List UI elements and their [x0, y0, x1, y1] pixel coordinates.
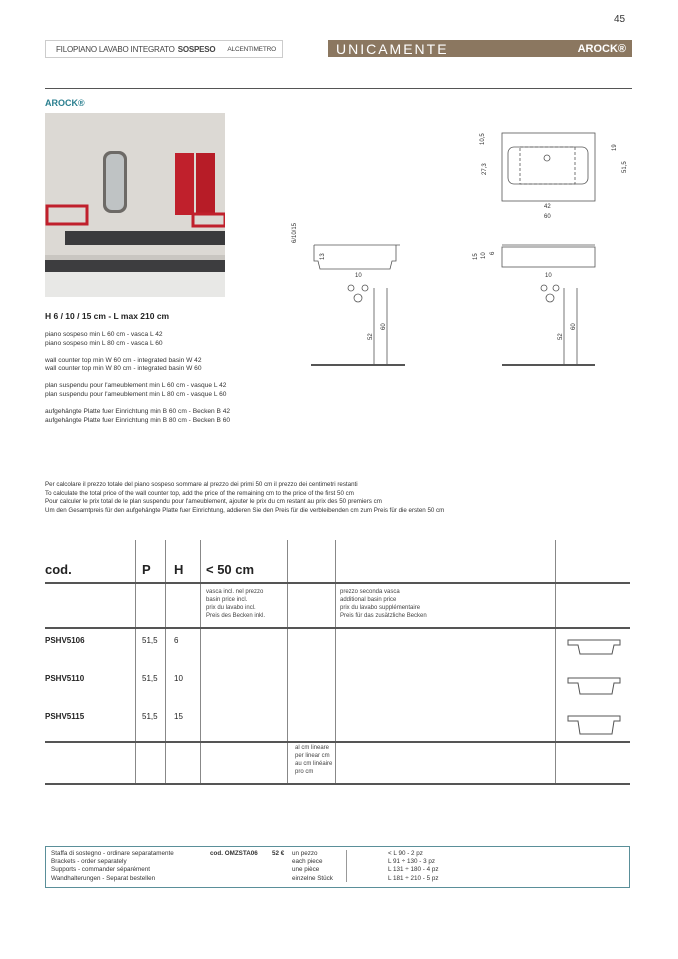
- dim-label: 27,3: [482, 163, 488, 175]
- brand-logo: AROCK®: [577, 42, 626, 55]
- note-line: al cm lineare: [295, 745, 330, 751]
- header-lt50: < 50 cm: [206, 562, 255, 577]
- dim-label: 42: [544, 204, 551, 210]
- category-subtitle: ALCENTIMETRO: [227, 45, 276, 53]
- note-line: additional basin price: [340, 597, 397, 603]
- note-line: au cm linéaire: [295, 761, 333, 767]
- row-p: 51,5: [142, 636, 158, 645]
- bracket-quantity: [388, 850, 438, 883]
- desc-line: Staffa di sostegno - ordinare separatamente: [51, 850, 174, 857]
- note-line: Um den Gesamtpreis für den aufgehängte Platte fuer Einrichtung, addieren Sie den Preis für die verbleibenden cm zum Preis für die ersten 50 cm: [45, 506, 445, 514]
- qty-line: L 131 ÷ 180 - 4 pz: [388, 866, 439, 874]
- dim-label: 10: [545, 273, 552, 279]
- dim-label: 52: [368, 333, 374, 340]
- basin-profile-icons: [567, 638, 623, 768]
- spec-line: aufgehängte Platte fuer Einrichtung min B 80 cm - Becken B 60: [45, 416, 231, 424]
- dim-label: 60: [381, 323, 387, 330]
- section-brand: AROCK®: [45, 98, 85, 108]
- bracket-unit: [292, 850, 333, 883]
- brackets-info-box: [45, 846, 630, 888]
- header-cod: cod.: [45, 562, 72, 577]
- desc-line: Supports - commander séparément: [51, 866, 151, 874]
- spec-list: [45, 331, 230, 433]
- qty-line: L 181 ÷ 210 - 5 pz: [388, 874, 439, 882]
- bracket-code: cod. OMZSTA06: [210, 850, 258, 857]
- row-code: PSHV5106: [45, 636, 85, 645]
- dim-label: 52: [558, 333, 564, 340]
- dim-label: 10,5: [480, 133, 486, 145]
- desc-line: Brackets - order separately: [51, 858, 127, 866]
- row-p: 51,5: [142, 712, 158, 721]
- basin-incl-note: [206, 588, 265, 620]
- note-line: vasca incl. nel prezzo: [206, 589, 264, 595]
- divider: [45, 88, 632, 89]
- note-line: pro cm: [295, 769, 314, 775]
- unit-line: einzelne Stück: [292, 874, 333, 882]
- note-line: Preis für das zusätzliche Becken: [340, 613, 427, 619]
- dim-label: 13: [320, 253, 326, 260]
- spec-line: plan suspendu pour l'ameublement min L 60 cm - vasque L 42: [45, 382, 227, 390]
- note-line: Preis des Becken inkl.: [206, 613, 266, 619]
- note-line: Pour calculer le prix total de le plan suspendu pour l'ameublement, ajouter le prix du cm restant au prix des 50 premiers cm: [45, 498, 382, 505]
- unit-line: un pezzo: [292, 850, 318, 857]
- spec-line: piano sospeso min L 60 cm - vasca L 42: [45, 331, 163, 338]
- price-table: [45, 540, 630, 784]
- desc-line: Wandhalterungen - Separat bestellen: [51, 874, 156, 882]
- bracket-description: [51, 850, 174, 883]
- spec-line: wall counter top min W 80 cm - integrated basin W 60: [45, 365, 202, 373]
- note-line: per linear cm: [295, 753, 330, 759]
- note-line: prix du lavabo incl.: [206, 605, 256, 611]
- unit-line: each piece: [292, 858, 323, 866]
- collection-bar: [328, 40, 632, 57]
- unit-line: une pièce: [292, 866, 320, 874]
- row-p: 51,5: [142, 674, 158, 683]
- technical-drawing: [280, 125, 630, 375]
- dim-label: 6/10/15: [292, 222, 298, 243]
- row-code: PSHV5115: [45, 712, 85, 721]
- page-number: 45: [614, 14, 626, 25]
- divider: [346, 850, 347, 882]
- second-basin-note: [340, 588, 427, 620]
- dim-label: 60: [544, 214, 551, 220]
- note-line: prix du lavabo supplémentaire: [340, 605, 421, 611]
- spec-line: aufgehängte Platte fuer Einrichtung min B 60 cm - Becken B 42: [45, 407, 231, 415]
- price-note: [45, 481, 444, 515]
- dim-label: 60: [571, 323, 577, 330]
- dim-label: 51,5: [622, 161, 628, 173]
- row-h: 10: [174, 674, 183, 683]
- header-h: H: [174, 562, 184, 577]
- product-photo: [45, 113, 225, 297]
- category-bold: SOSPESO: [177, 44, 216, 54]
- note-line: basin price incl.: [206, 597, 248, 603]
- category-header: [45, 40, 283, 58]
- dim-label: 10: [355, 273, 362, 279]
- row-code: PSHV5110: [45, 674, 85, 683]
- collection-name: UNICAMENTE: [336, 40, 449, 57]
- per-cm-note: [295, 744, 332, 776]
- dim-label: 15: [473, 253, 479, 260]
- dim-label: 6: [490, 251, 496, 255]
- note-line: To calculate the total price of the wall counter top, add the price of the remaining cm to the price of the first 50 cm: [45, 489, 354, 497]
- bracket-price: 52 €: [272, 850, 285, 857]
- header-p: P: [142, 562, 151, 577]
- spec-line: plan suspendu pour l'ameublement min L 80 cm - vasque L 60: [45, 390, 227, 398]
- spec-line: piano sospeso min L 80 cm - vasca L 60: [45, 339, 163, 347]
- row-h: 6: [174, 636, 179, 645]
- dim-label: 19: [612, 144, 618, 151]
- qty-line: < L 90 - 2 pz: [388, 850, 423, 857]
- category-label: FILOPIANO LAVABO INTEGRATO: [56, 44, 175, 54]
- row-h: 15: [174, 712, 183, 721]
- note-line: prezzo seconda vasca: [340, 589, 400, 595]
- spec-line: wall counter top min W 60 cm - integrated basin W 42: [45, 356, 202, 364]
- note-line: Per calcolare il prezzo totale del piano sospeso sommare al prezzo dei primi 50 cm il prezzo dei centimetri restanti: [45, 481, 358, 488]
- qty-line: L 91 ÷ 130 - 3 pz: [388, 858, 435, 866]
- spec-title: H 6 / 10 / 15 cm - L max 210 cm: [45, 311, 170, 321]
- dim-label: 10: [481, 252, 487, 259]
